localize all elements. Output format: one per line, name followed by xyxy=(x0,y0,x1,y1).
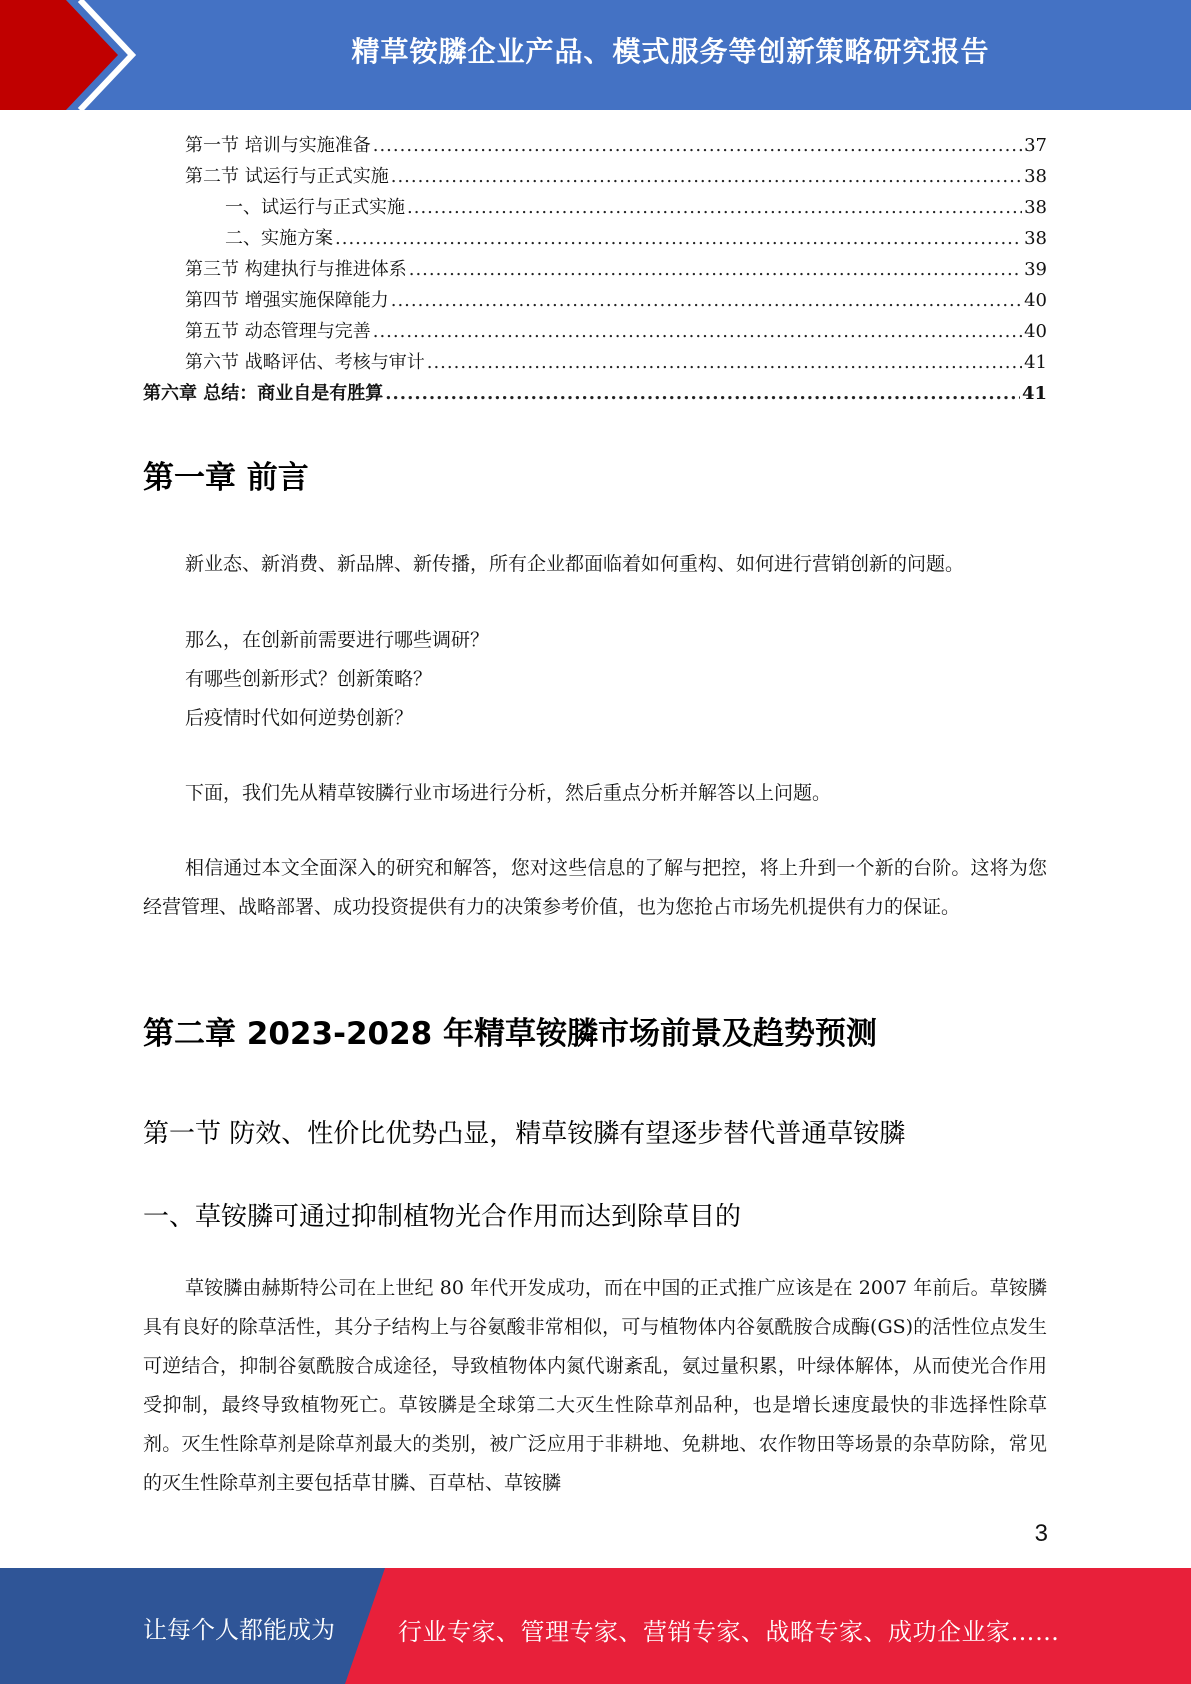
toc-entry-title: 第四节 增强实施保障能力 xyxy=(185,290,389,311)
toc-entry[interactable] xyxy=(143,316,1047,347)
toc-leader-dots xyxy=(409,254,1022,285)
paragraph: 相信通过本文全面深入的研究和解答，您对这些信息的了解与把控，将上升到一个新的台阶。这将为您经营管理、战略部署、成功投资提供有力的决策参考价值，也为您抢占市场先机提供有力的保证。 xyxy=(143,857,1047,918)
toc-entry-page: 38 xyxy=(1024,197,1047,218)
toc-entry-page: 40 xyxy=(1024,321,1047,342)
toc-leader-dots xyxy=(335,223,1022,254)
toc-entry-page: 37 xyxy=(1024,135,1047,156)
report-title: 精草铵膦企业产品、模式服务等创新策略研究报告 xyxy=(351,35,990,68)
table-of-contents xyxy=(143,130,1047,409)
toc-entry-page: 38 xyxy=(1024,228,1047,249)
paragraph: 草铵膦由赫斯特公司在上世纪 80 年代开发成功，而在中国的正式推广应该是在 2007 年前后。草铵膦具有良好的除草活性，其分子结构上与谷氨酸非常相似，可与植物体内谷氨酰胺合成酶(GS)的活性位点发生可逆结合，抑制谷氨酰胺合成途径，导致植物体内氮代谢紊乱，氨过量积累，叶绿体解体，从而使光合作用受抑制，最终导致植物死亡。草铵膦是全球第二大灭生性除草剂品种，也是增长速度最快的非选择性除草剂。灭生性除草剂是除草剂最大的类别，被广泛应用于非耕地、免耕地、农作物田等场景的杂草防除，常见的灭生性除草剂主要包括草甘膦、百草枯、草铵膦 xyxy=(143,1277,1047,1494)
toc-entry[interactable] xyxy=(143,285,1047,316)
chapter2-title: 第二章 2023-2028 年精草铵膦市场前景及趋势预测 xyxy=(143,1016,878,1052)
toc-leader-dots xyxy=(385,378,1020,409)
toc-entry-title: 第三节 构建执行与推进体系 xyxy=(185,259,407,280)
toc-entry-page: 38 xyxy=(1024,166,1047,187)
question-2: 有哪些创新形式？创新策略？ xyxy=(185,668,433,690)
paragraph: 下面，我们先从精草铵膦行业市场进行分析，然后重点分析并解答以上问题。 xyxy=(185,782,832,804)
toc-entry[interactable] xyxy=(143,347,1047,378)
paragraph: 新业态、新消费、新品牌、新传播，所有企业都面临着如何重构、如何进行营销创新的问题。 xyxy=(185,553,965,575)
toc-entry-page: 41 xyxy=(1021,383,1047,404)
toc-entry[interactable] xyxy=(143,161,1047,192)
toc-entry-title: 二、实施方案 xyxy=(225,228,333,249)
question-3: 后疫情时代如何逆势创新？ xyxy=(185,707,414,729)
toc-leader-dots xyxy=(427,347,1022,378)
toc-entry-page: 40 xyxy=(1024,290,1047,311)
toc-leader-dots xyxy=(373,316,1022,347)
toc-entry-title: 第五节 动态管理与完善 xyxy=(185,321,371,342)
toc-entry[interactable] xyxy=(143,223,1047,254)
footer-slogan-left: 让每个人都能成为 xyxy=(143,1616,335,1644)
toc-entry[interactable] xyxy=(143,254,1047,285)
toc-entry-title: 第一节 培训与实施准备 xyxy=(185,135,371,156)
question-1: 那么，在创新前需要进行哪些调研？ xyxy=(185,629,490,651)
toc-entry[interactable] xyxy=(143,192,1047,223)
page-header xyxy=(0,0,1191,110)
toc-entry-page: 39 xyxy=(1024,259,1047,280)
toc-leader-dots xyxy=(391,161,1022,192)
toc-entry-title: 第二节 试运行与正式实施 xyxy=(185,166,389,187)
toc-entry-page: 41 xyxy=(1024,352,1047,373)
chapter1-title: 第一章 前言 xyxy=(143,460,309,496)
toc-leader-dots xyxy=(373,130,1022,161)
toc-entry[interactable] xyxy=(143,378,1047,409)
toc-entry-title: 第六节 战略评估、考核与审计 xyxy=(185,352,425,373)
toc-leader-dots xyxy=(391,285,1022,316)
toc-entry[interactable] xyxy=(143,130,1047,161)
subsection-heading: 一、草铵膦可通过抑制植物光合作用而达到除草目的 xyxy=(143,1202,742,1232)
section-heading: 第一节 防效、性价比优势凸显，精草铵膦有望逐步替代普通草铵膦 xyxy=(143,1119,906,1149)
footer-slogan-right: 行业专家、管理专家、营销专家、战略专家、成功企业家…… xyxy=(398,1618,1060,1646)
toc-entry-title: 第六章 总结：商业自是有胜算 xyxy=(143,383,384,404)
header-arrow-decoration xyxy=(0,0,150,110)
toc-entry-title: 一、试运行与正式实施 xyxy=(225,197,405,218)
page-footer xyxy=(0,1568,1191,1684)
page-number: 3 xyxy=(1034,1520,1048,1547)
toc-leader-dots xyxy=(407,192,1022,223)
